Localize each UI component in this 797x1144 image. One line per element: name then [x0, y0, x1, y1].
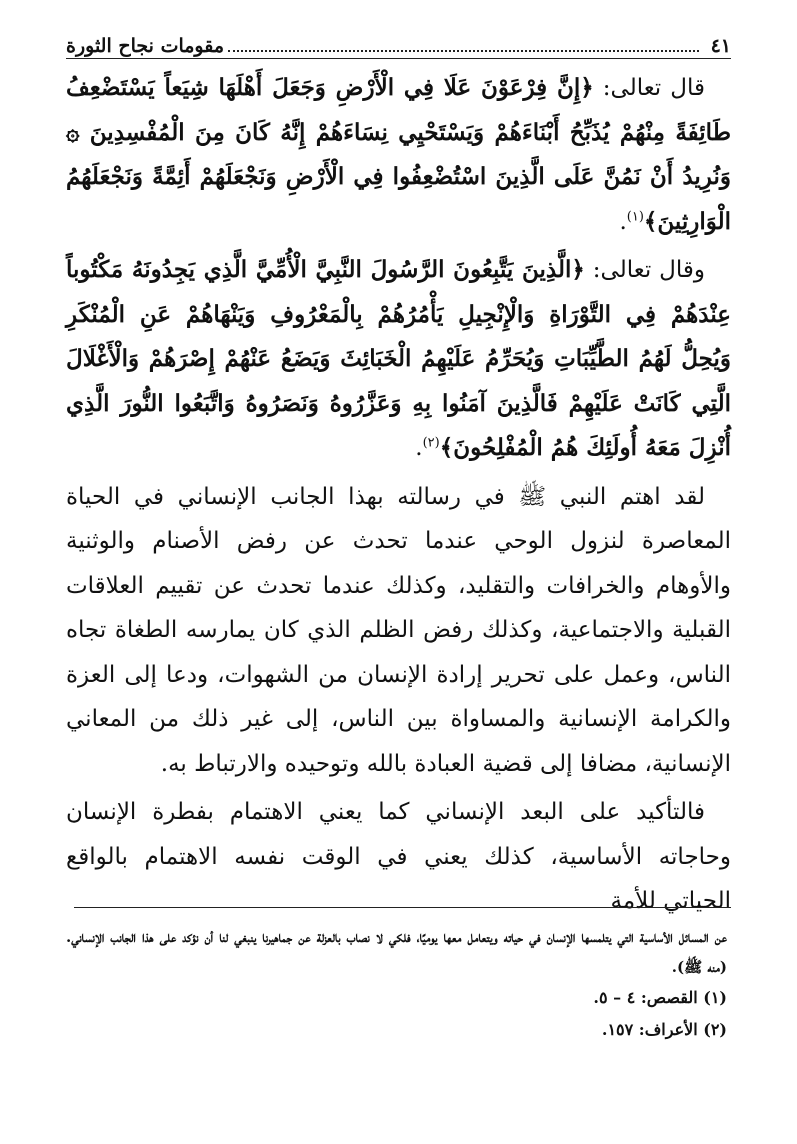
leader-dots	[228, 49, 699, 52]
quran-verse: ﴿الَّذِينَ يَتَّبِعُونَ الرَّسُولَ النَّبِيَّ الْأُمِّيَّ الَّذِي يَجِدُونَهُ مَكْتُوباً عِنْدَهُمْ فِي التَّوْرَاةِ وَالْإِنْجِيلِ يَأْمُرُهُمْ بِالْمَعْرُوفِ وَيَنْهَاهُمْ عَنِ الْمُنْكَرِ وَيُحِلُّ لَهُمُ الطَّيِّبَاتِ وَيُحَرِّمُ عَلَيْهِمُ الْخَبَائِثَ وَيَضَعُ عَنْهُمْ إِصْرَهُمْ وَالْأَغْلَالَ الَّتِي كَانَتْ عَلَيْهِمْ فَالَّذِينَ آمَنُوا بِهِ وَعَزَّرُوهُ وَنَصَرُوهُ وَاتَّبَعُوا النُّورَ الَّذِي أُنْزِلَ مَعَهُ أُولَئِكَ هُمُ الْمُفْلِحُونَ﴾	[66, 256, 731, 461]
footnote-continuation: عن المسائل الأساسية التي يتلمسها الإنسان في حياته ويتعامل معها يوميًا، فلكي لا نصاب بالعزلة عن جماهيرنا ينبغي لنا أن نؤكد على هذا الجانب الإنساني. (منه ﷺ).	[66, 928, 727, 976]
quote-intro: وقال تعالى:	[584, 257, 705, 283]
footnote-2: (٢) الأعراف: ١٥٧.	[601, 1020, 727, 1039]
sentence-end: .	[415, 435, 423, 461]
footnote-ref[interactable]: (٢)	[422, 435, 440, 451]
main-text	[66, 66, 731, 928]
running-header	[66, 30, 731, 59]
sentence-end: .	[619, 208, 627, 235]
running-title: مقومات نجاح الثورة	[66, 35, 225, 57]
page-number: ٤١	[710, 35, 731, 57]
paragraph-quran-araf	[66, 248, 731, 471]
footnote-ref[interactable]: (١)	[626, 208, 644, 224]
quran-verse: ﴿إِنَّ فِرْعَوْنَ عَلَا فِي الْأَرْضِ وَجَعَلَ أَهْلَهَا شِيَعاً يَسْتَضْعِفُ طَائِفَةً مِنْهُمْ يُذَبِّحُ أَبْنَاءَهُمْ وَيَسْتَحْيِي نِسَاءَهُمْ إِنَّهُ كَانَ مِنَ الْمُفْسِدِينَ ۞ وَنُرِيدُ أَنْ نَمُنَّ عَلَى الَّذِينَ اسْتُضْعِفُوا فِي الْأَرْضِ وَنَجْعَلَهُمْ أَئِمَّةً وَنَجْعَلَهُمُ الْوَارِثِينَ﴾	[66, 74, 731, 235]
paragraph-human-dimension: فالتأكيد على البعد الإنساني كما يعني الاهتمام بفطرة الإنسان وحاجاته الأساسية، كذلك يعني في الوقت نفسه الاهتمام بالواقع الحياتي للأمة	[66, 799, 731, 914]
footnotes	[66, 922, 727, 1046]
footnote-divider	[74, 907, 731, 908]
footnote-1: (١) القصص: ٤ – ٥.	[593, 988, 727, 1007]
quote-intro: قال تعالى:	[593, 75, 705, 101]
paragraph-prophet-humanism: لقد اهتم النبي ﷺ في رسالته بهذا الجانب الإنساني في الحياة المعاصرة لنزول الوحي عندما تحدث عن رفض الأصنام والوثنية والأوهام والخرافات والتقليد، وكذلك عندما تحدث عن تقييم العلاقات القبلية والاجتماعية، وكذلك رفض الظلم الذي كان يمارسه الطغاة تجاه الناس، وعمل على تحرير إرادة الإنسان من الشهوات، ودعا إلى العزة والكرامة الإنسانية والمساواة بين الناس، إلى غير ذلك من المعاني الإنسانية، مضافا إلى قضية العبادة بالله وتوحيده والارتباط به.	[66, 483, 731, 777]
paragraph-quran-qasas	[66, 66, 731, 244]
